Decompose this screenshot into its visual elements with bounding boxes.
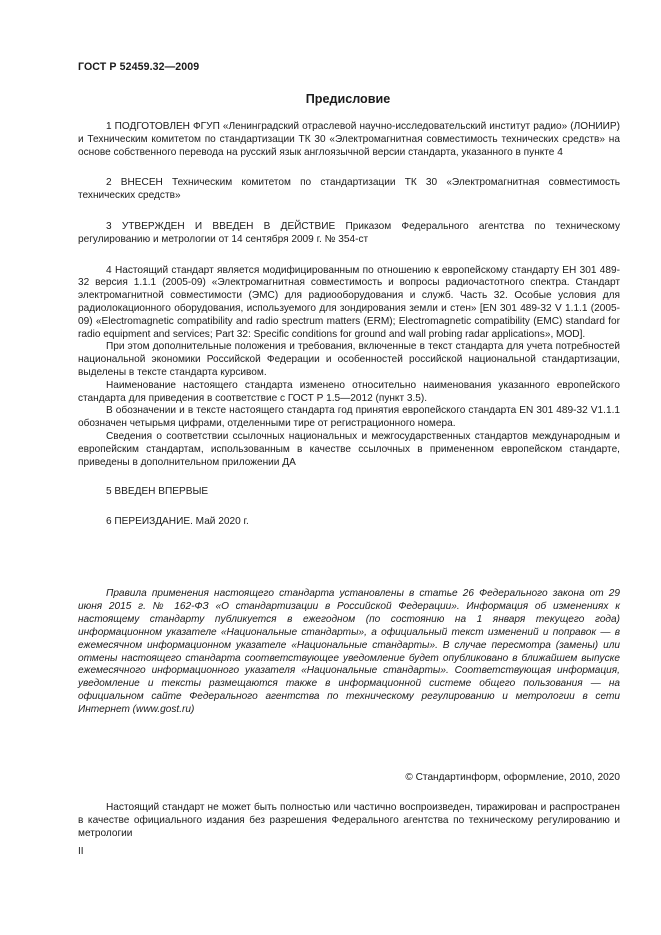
page-title: Предисловие <box>305 92 391 106</box>
section-4-designation: В обозначении и в тексте настоящего стандарта год принятия европейского стандарта EN 301 489-32 V1.1.1 обозначен четырьмя цифрами, отделенными тире от регистрационного номера. <box>78 405 620 430</box>
notice-text: Правила применения настоящего стандарта установлены в статье 26 Федерального закона от 29 июня 2015 г. № 162-ФЗ «О стандартизации в Российской Федерации». Информация об изменениях к настоящему стандарту публикуется в ежегодном (по состоянию на 1 января текущего года) информационном указателе «Национальные стандарты», а официальный текст изменений и поправок — в ежемесячном информационном указателе «Национальные стандарты». В случае пересмотра (замены) или отмены настоящего стандарта соответствующее уведомление будет опубликовано в ближайшем выпуске ежемесячного информационного указателя «Национальные стандарты». Соответствующая информация, уведомление и тексты размещаются также в информационной системе общего пользования — на официальном сайте Федерального агентства по техническому регулированию и метрологии в сети Интернет (www.gost.ru) <box>78 588 620 716</box>
reproduction-text: Настоящий стандарт не может быть полностью или частично воспроизведен, тиражирован и распространен в качестве официального издания без разрешения Федерального агентства по техническому регулированию и метрологии <box>78 802 620 839</box>
section-4-additions: При этом дополнительные положения и требования, включенные в текст стандарта для учета потребностей национальной экономики Российской Федерации и особенностей российской национальной стандартизации, выделены в тексте стандарта курсивом. <box>78 341 620 378</box>
section-4-name-change: Наименование настоящего стандарта изменено относительно наименования указанного европейского стандарта для приведения в соответствие с ГОСТ Р 1.5—2012 (пункт 3.5). <box>78 379 620 404</box>
section-5: 5 ВВЕДЕН ВПЕРВЫЕ <box>106 486 209 498</box>
reproduction-notice <box>78 802 620 840</box>
copyright-line: © Стандартинформ, оформление, 2010, 2020 <box>405 772 620 783</box>
section-3: 3 УТВЕРЖДЕН И ВВЕДЕН В ДЕЙСТВИЕ Приказом Федерального агентства по техническому регулированию и метрологии от 14 сентября 2009 г. № 354-ст <box>78 220 620 245</box>
section-2: 2 ВНЕСЕН Техническим комитетом по стандартизации ТК 30 «Электромагнитная совместимость технических средств» <box>78 177 620 202</box>
section-6: 6 ПЕРЕИЗДАНИЕ. Май 2020 г. <box>106 516 249 528</box>
foreword-body <box>78 121 620 529</box>
section-1: 1 ПОДГОТОВЛЕН ФГУП «Ленинградский отраслевой научно-исследовательский институт радио» (ЛОНИИР) и Техническим комитетом по стандартизации ТК 30 «Электромагнитная совместимость технических средств» на основе собственного перевода на русский язык англоязычной версии стандарта, указанного в пункте 4 <box>78 121 620 158</box>
standard-usage-notice <box>78 588 620 717</box>
section-4-references: Сведения о соответствии ссылочных национальных и межгосударственных стандартов международным и европейским стандартам, использованным в качестве ссылочных в примененном европейском стандарте, приведены в дополнительном приложении ДА <box>78 430 620 468</box>
document-id: ГОСТ Р 52459.32—2009 <box>78 61 200 73</box>
section-4: 4 Настоящий стандарт является модифицированным по отношению к европейскому стандарту ЕН 301 489-32 версия 1.1.1 (2005-09) «Электромагнитная совместимость и вопросы радиочастотного спектра. Стандарт электромагнитной совместимости (ЭМС) для радиооборудования и служб. Часть 32. Особые условия для радиолокационного оборудования, используемого для зондирования земли и стен» [EN 301 489-32 V 1.1.1 (2005-09) «Electromagnetic compatibility and radio spectrum matters (ERM); Electromagnetic compatibility (EMC) standard for radio equipment and services; Part 32: Specific conditions for ground and wall probing radar applications», MOD]. <box>78 264 620 340</box>
page-number: II <box>78 846 84 857</box>
